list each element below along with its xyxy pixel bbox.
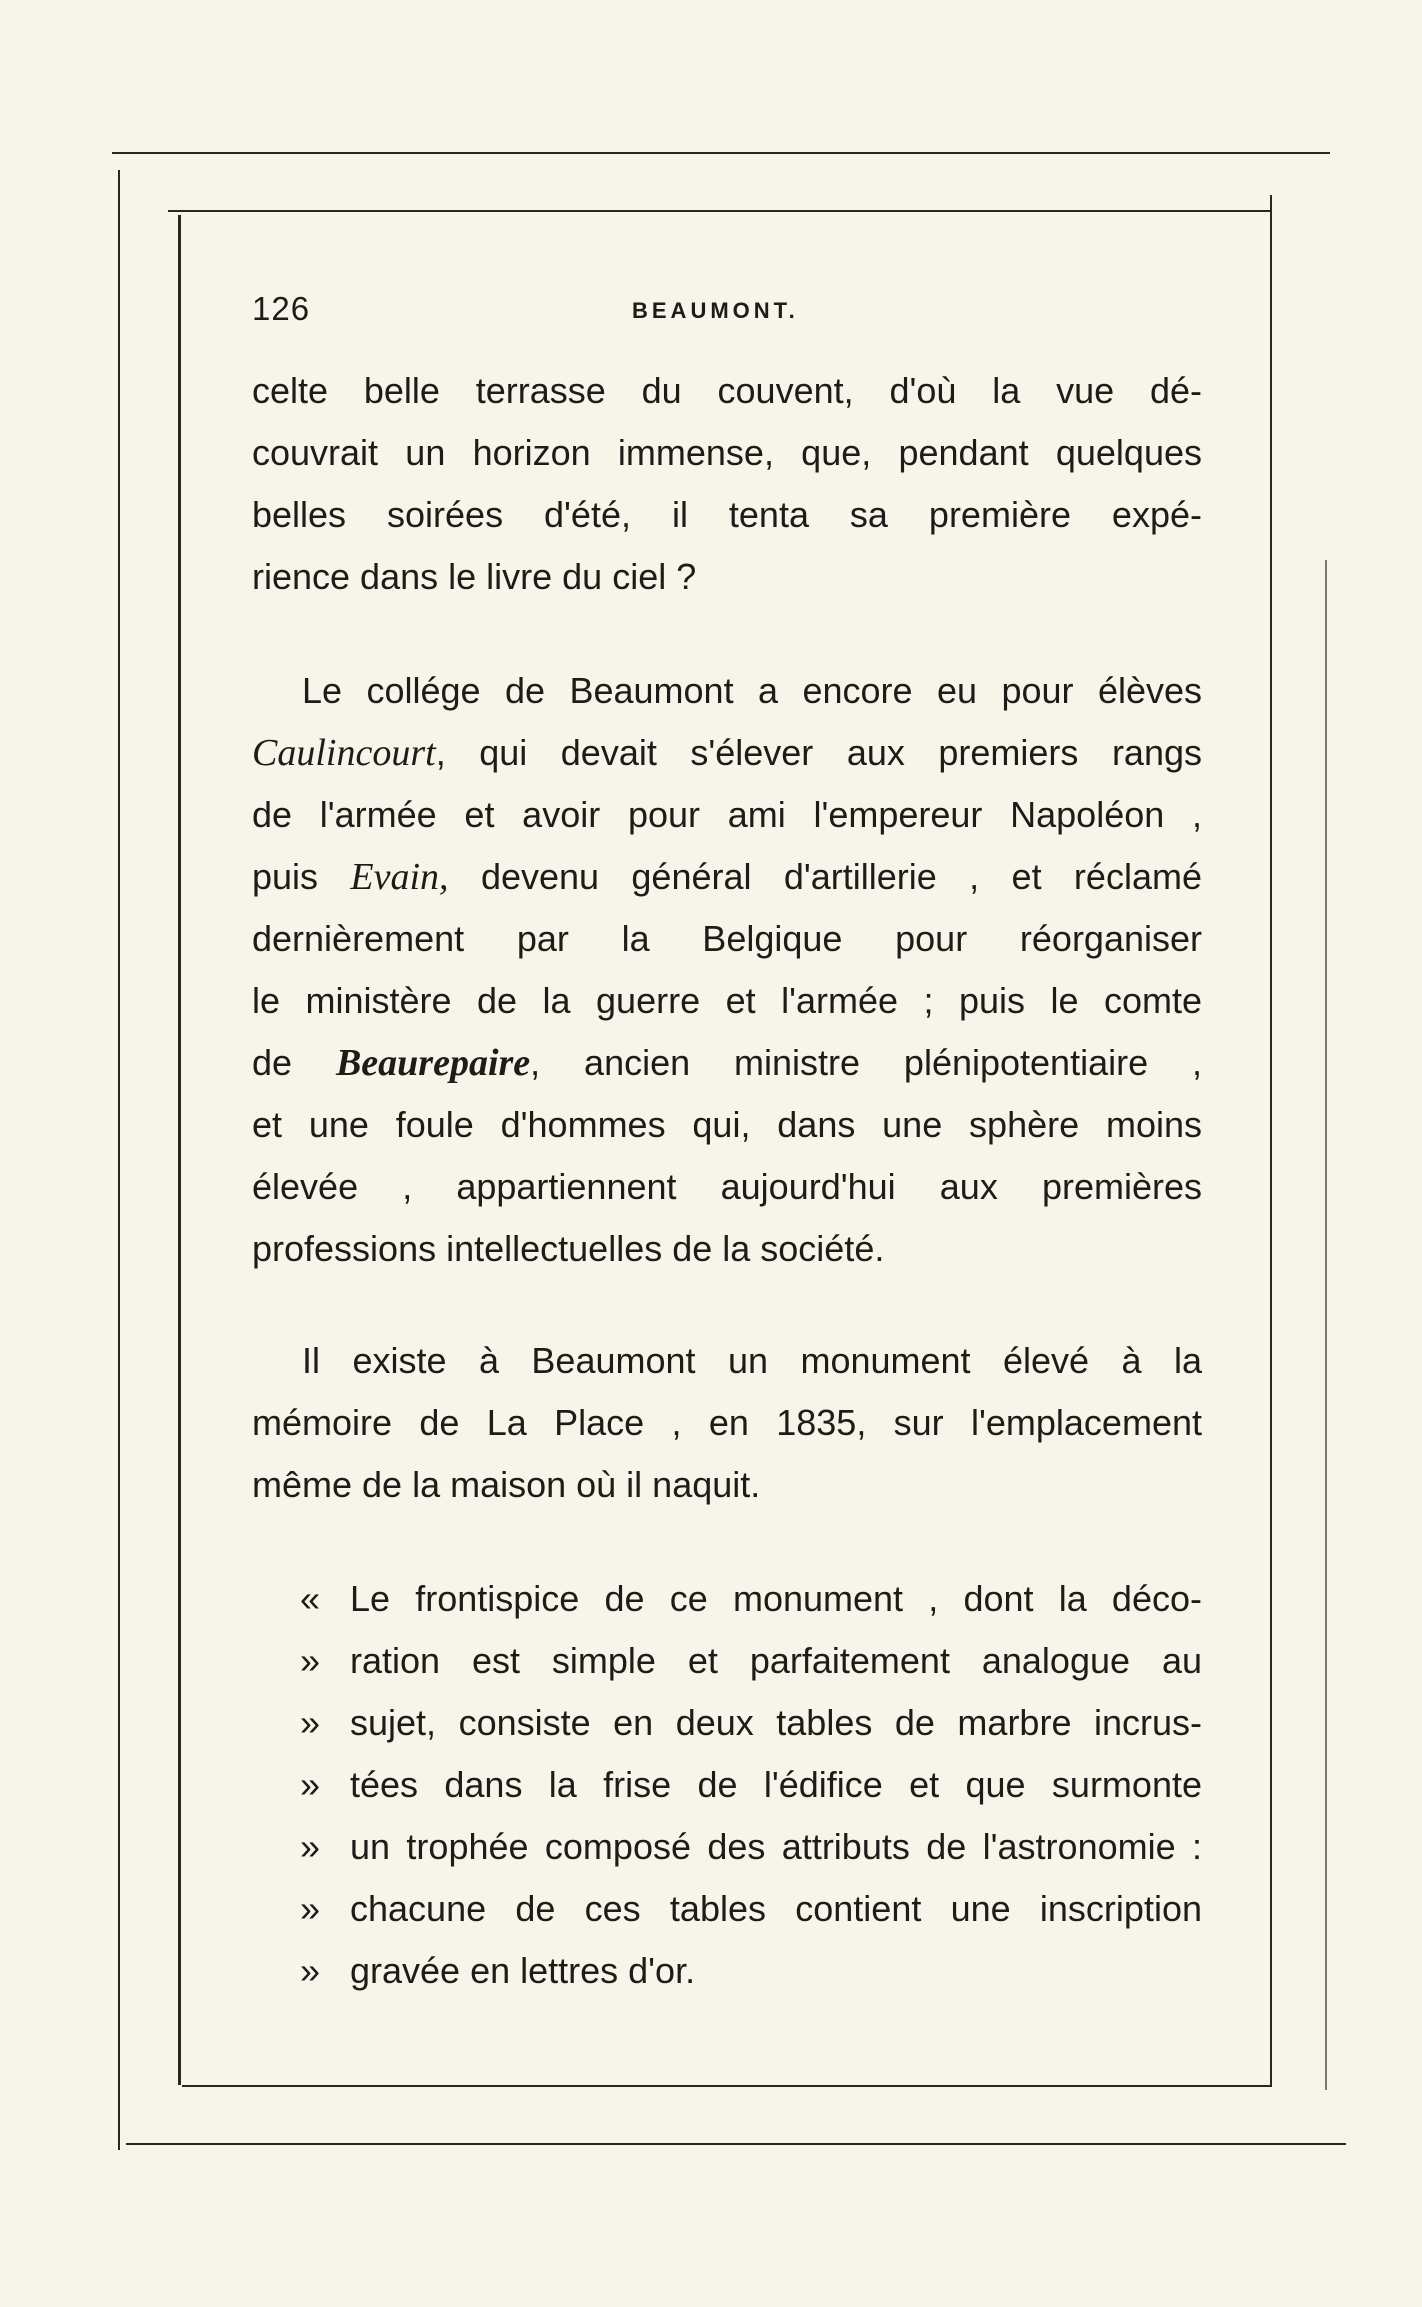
right-outer-rule: [1325, 560, 1327, 2090]
text-line: Il existe à Beaumont un monument élevé à la: [302, 1340, 1202, 1381]
text-line: belles soirées d'été, il tenta sa première expé-: [252, 494, 1202, 535]
line-remainder: devenu général d'artillerie , et réclamé: [480, 856, 1202, 897]
left-outer-rule: [118, 170, 120, 2150]
text-line: mémoire de La Place , en 1835, sur l'emplacement: [252, 1402, 1202, 1443]
name-beaurepaire: Beaurepaire: [335, 1042, 531, 1084]
quote-line: [300, 1940, 1202, 2002]
quote-text: chacune de ces tables contient une inscription: [350, 1888, 1202, 1929]
paragraph-2: [252, 660, 1202, 1280]
left-inner-rule: [178, 215, 181, 2085]
line-remainder: , ancien ministre plénipotentiaire ,: [530, 1042, 1202, 1083]
text-line: le ministère de la guerre et l'armée ; puis le comte: [252, 980, 1202, 1021]
right-inner-rule: [1270, 195, 1272, 2085]
text-line: de l'armée et avoir pour ami l'empereur Napoléon ,: [252, 794, 1202, 835]
quote-text: un trophée composé des attributs de l'astronomie :: [350, 1826, 1202, 1867]
continuation-quote-mark: »: [300, 1950, 321, 1991]
running-head: BEAUMONT.: [632, 298, 799, 323]
quotation: [300, 1568, 1202, 2002]
continuation-quote-mark: »: [300, 1702, 321, 1743]
quote-text: ration est simple et parfaitement analogue au: [350, 1640, 1202, 1681]
text-line: Le collége de Beaumont a encore eu pour élèves: [302, 670, 1202, 711]
quote-text: Le frontispice de ce monument , dont la déco-: [350, 1578, 1202, 1619]
line-prefix: de: [252, 1042, 293, 1083]
text-line: celte belle terrasse du couvent, d'où la vue dé-: [252, 370, 1202, 411]
name-evain: Evain,: [350, 856, 449, 898]
top-inner-rule: [168, 210, 1270, 212]
quote-line: [300, 1568, 1202, 1630]
line-prefix: puis: [252, 856, 319, 897]
page-header: [252, 290, 1212, 340]
continuation-quote-mark: »: [300, 1640, 321, 1681]
text-line: dernièrement par la Belgique pour réorganiser: [252, 918, 1202, 959]
continuation-quote-mark: »: [300, 1764, 321, 1805]
bottom-inner-rule: [182, 2085, 1272, 2087]
line-remainder: , qui devait s'élever aux premiers rangs: [435, 732, 1202, 773]
text-line: même de la maison où il naquit.: [252, 1464, 761, 1505]
quote-line: [300, 1878, 1202, 1940]
continuation-quote-mark: »: [300, 1826, 321, 1867]
text-line: [252, 846, 1202, 908]
text-line: rience dans le livre du ciel ?: [252, 556, 697, 597]
open-quote-mark: «: [300, 1578, 321, 1619]
text-line: élevée , appartiennent aujourd'hui aux premières: [252, 1166, 1202, 1207]
quote-line: [300, 1630, 1202, 1692]
quote-line: [300, 1816, 1202, 1878]
paragraph-3: [252, 1330, 1202, 1516]
text-line: [252, 722, 1202, 784]
text-line: professions intellectuelles de la société.: [252, 1228, 885, 1269]
quote-line: [300, 1692, 1202, 1754]
quote-text: tées dans la frise de l'édifice et que surmonte: [350, 1764, 1202, 1805]
bottom-outer-rule: [126, 2143, 1346, 2145]
text-line: couvrait un horizon immense, que, pendant quelques: [252, 432, 1202, 473]
quote-text: gravée en lettres d'or.: [350, 1950, 696, 1991]
text-line: [252, 1032, 1202, 1094]
paragraph-1: [252, 360, 1202, 608]
name-caulincourt: Caulincourt: [252, 732, 436, 774]
quote-text: sujet, consiste en deux tables de marbre incrus-: [350, 1702, 1202, 1743]
text-line: et une foule d'hommes qui, dans une sphère moins: [252, 1104, 1202, 1145]
continuation-quote-mark: »: [300, 1888, 321, 1929]
top-outer-rule: [112, 152, 1330, 154]
quote-line: [300, 1754, 1202, 1816]
page-number: 126: [252, 290, 311, 327]
